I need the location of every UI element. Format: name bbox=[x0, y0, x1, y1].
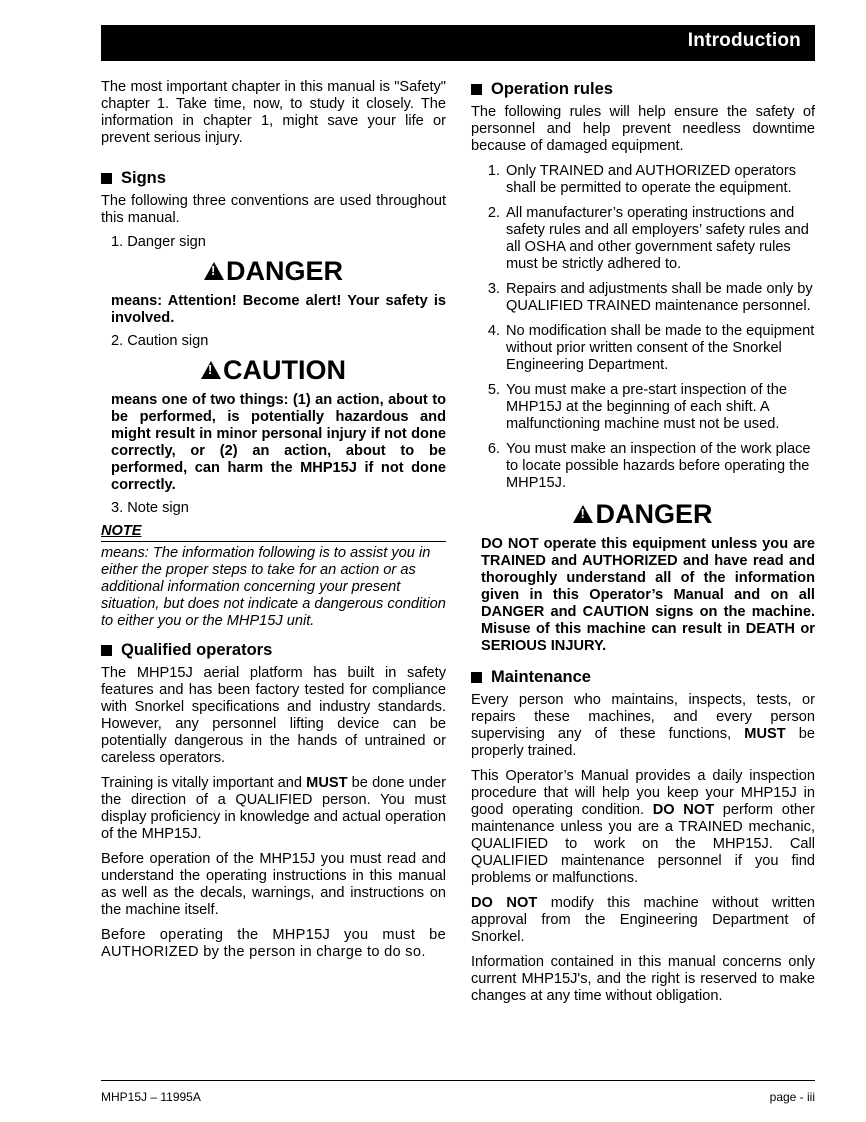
footer-divider bbox=[101, 1080, 815, 1081]
danger-banner: ! DANGER bbox=[101, 255, 446, 287]
warning-triangle-icon bbox=[201, 361, 221, 379]
maintenance-p4: Information contained in this manual concerns only current MHP15J's, and the right is reserved to make changes at any time without obligation. bbox=[471, 954, 815, 1004]
warning-triangle-icon bbox=[204, 262, 224, 280]
right-column bbox=[471, 79, 815, 1013]
list-item: 1. Only TRAINED and AUTHORIZED operators shall be permitted to operate the equipment. bbox=[487, 163, 797, 196]
list-item: 6. You must make an inspection of the work place to locate possible hazards before operating the MHP15J. bbox=[487, 441, 811, 491]
maintenance-p2: This Operator’s Manual provides a daily inspection procedure that will help you keep your MHP15J in good operating condition. DO NOT perform other maintenance unless you are a TRAINED mechanic, QUALIFIED to work on the MHP15J. Call QUALIFIED maintenance personnel if you find problems or malfunctions. bbox=[471, 768, 815, 886]
operation-rules-heading: Operation rules bbox=[471, 79, 815, 99]
square-bullet-icon bbox=[101, 645, 112, 656]
maintenance-p1: Every person who maintains, inspects, tests, or repairs these machines, and every person supervising any of these functions, MUST be properly trained. bbox=[471, 692, 815, 759]
caution-sign-item: 2. Caution sign bbox=[111, 333, 209, 349]
list-item: 5. You must make a pre-start inspection of the MHP15J at the beginning of each shift. A malfunctioning machine must not be used. bbox=[487, 382, 787, 432]
qualified-p4: Before operating the MHP15J you must be AUTHORIZED by the person in charge to do so. bbox=[101, 927, 446, 960]
danger-warning-text: DO NOT operate this equipment unless you are TRAINED and AUTHORIZED and have read and thoroughly understand all of the information given in this Operator’s Manual and on all DANGER and CAUTION signs on the machine. Misuse of this machine can result in DEATH or SERIOUS INJURY. bbox=[481, 536, 815, 654]
page-number: page - iii bbox=[769, 1090, 815, 1104]
list-item: 3. Repairs and adjustments shall be made only by QUALIFIED TRAINED maintenance personnel. bbox=[487, 281, 813, 314]
qualified-operators-heading: Qualified operators bbox=[101, 640, 446, 660]
intro-paragraph: The most important chapter in this manual is "Safety" chapter 1. Take time, now, to study it closely. The information in chapter 1, might save your life or prevent serious injury. bbox=[101, 79, 446, 146]
chapter-title: Introduction bbox=[687, 30, 801, 51]
signs-heading: Signs bbox=[101, 168, 446, 188]
list-item: 2. All manufacturer’s operating instructions and safety rules and all employers’ safety rules and all OSHA and other government safety rules must be strictly adhered to. bbox=[487, 205, 809, 272]
square-bullet-icon bbox=[101, 173, 112, 184]
chapter-header bbox=[101, 25, 815, 61]
note-sign-item: 3. Note sign bbox=[111, 500, 189, 516]
signs-intro: The following three conventions are used throughout this manual. bbox=[101, 193, 446, 226]
danger-meaning: means: Attention! Become alert! Your safety is involved. bbox=[111, 293, 446, 326]
qualified-p3: Before operation of the MHP15J you must read and understand the operating instructions in this manual as well as the decals, warnings, and instructions on the machine itself. bbox=[101, 851, 446, 918]
rules-intro: The following rules will help ensure the safety of personnel and help prevent needless downtime because of damaged equipment. bbox=[471, 104, 815, 154]
danger-banner: ! DANGER bbox=[471, 498, 815, 530]
maintenance-p3: DO NOT modify this machine without written approval from the Engineering Department of Snorkel. bbox=[471, 895, 815, 945]
qualified-p2: Training is vitally important and MUST be done under the direction of a QUALIFIED person. You must display proficiency in knowledge and actual operation of the MHP15J. bbox=[101, 775, 447, 842]
rules-list bbox=[471, 163, 815, 492]
warning-triangle-icon bbox=[573, 505, 593, 523]
left-column bbox=[101, 79, 446, 969]
maintenance-heading: Maintenance bbox=[471, 667, 815, 687]
caution-meaning: means one of two things: (1) an action, about to be performed, is potentially hazardous and might result in minor personal injury if not done correctly, or (2) an action, about to be performed, can harm the MHP15J if not done correctly. bbox=[111, 392, 446, 493]
square-bullet-icon bbox=[471, 672, 482, 683]
danger-sign-item: 1. Danger sign bbox=[111, 234, 206, 250]
note-title: NOTE bbox=[101, 523, 446, 542]
document-id: MHP15J – 11995A bbox=[101, 1090, 201, 1104]
caution-banner: ! CAUTION bbox=[101, 354, 446, 386]
note-meaning: means: The information following is to assist you in either the proper steps to take for an action or as additional information concerning your present situation, but does not indicate a dangerous condition to either you or the MHP15J unit. bbox=[101, 545, 446, 629]
list-item: 4. No modification shall be made to the equipment without prior written consent of the Snorkel Engineering Department. bbox=[487, 323, 815, 373]
qualified-p1: The MHP15J aerial platform has built in safety features and has been factory tested for compliance with Snorkel specifications and industry standards. However, any personnel lifting device can be potentially dangerous in the hands of untrained or careless operators. bbox=[101, 665, 446, 766]
square-bullet-icon bbox=[471, 84, 482, 95]
